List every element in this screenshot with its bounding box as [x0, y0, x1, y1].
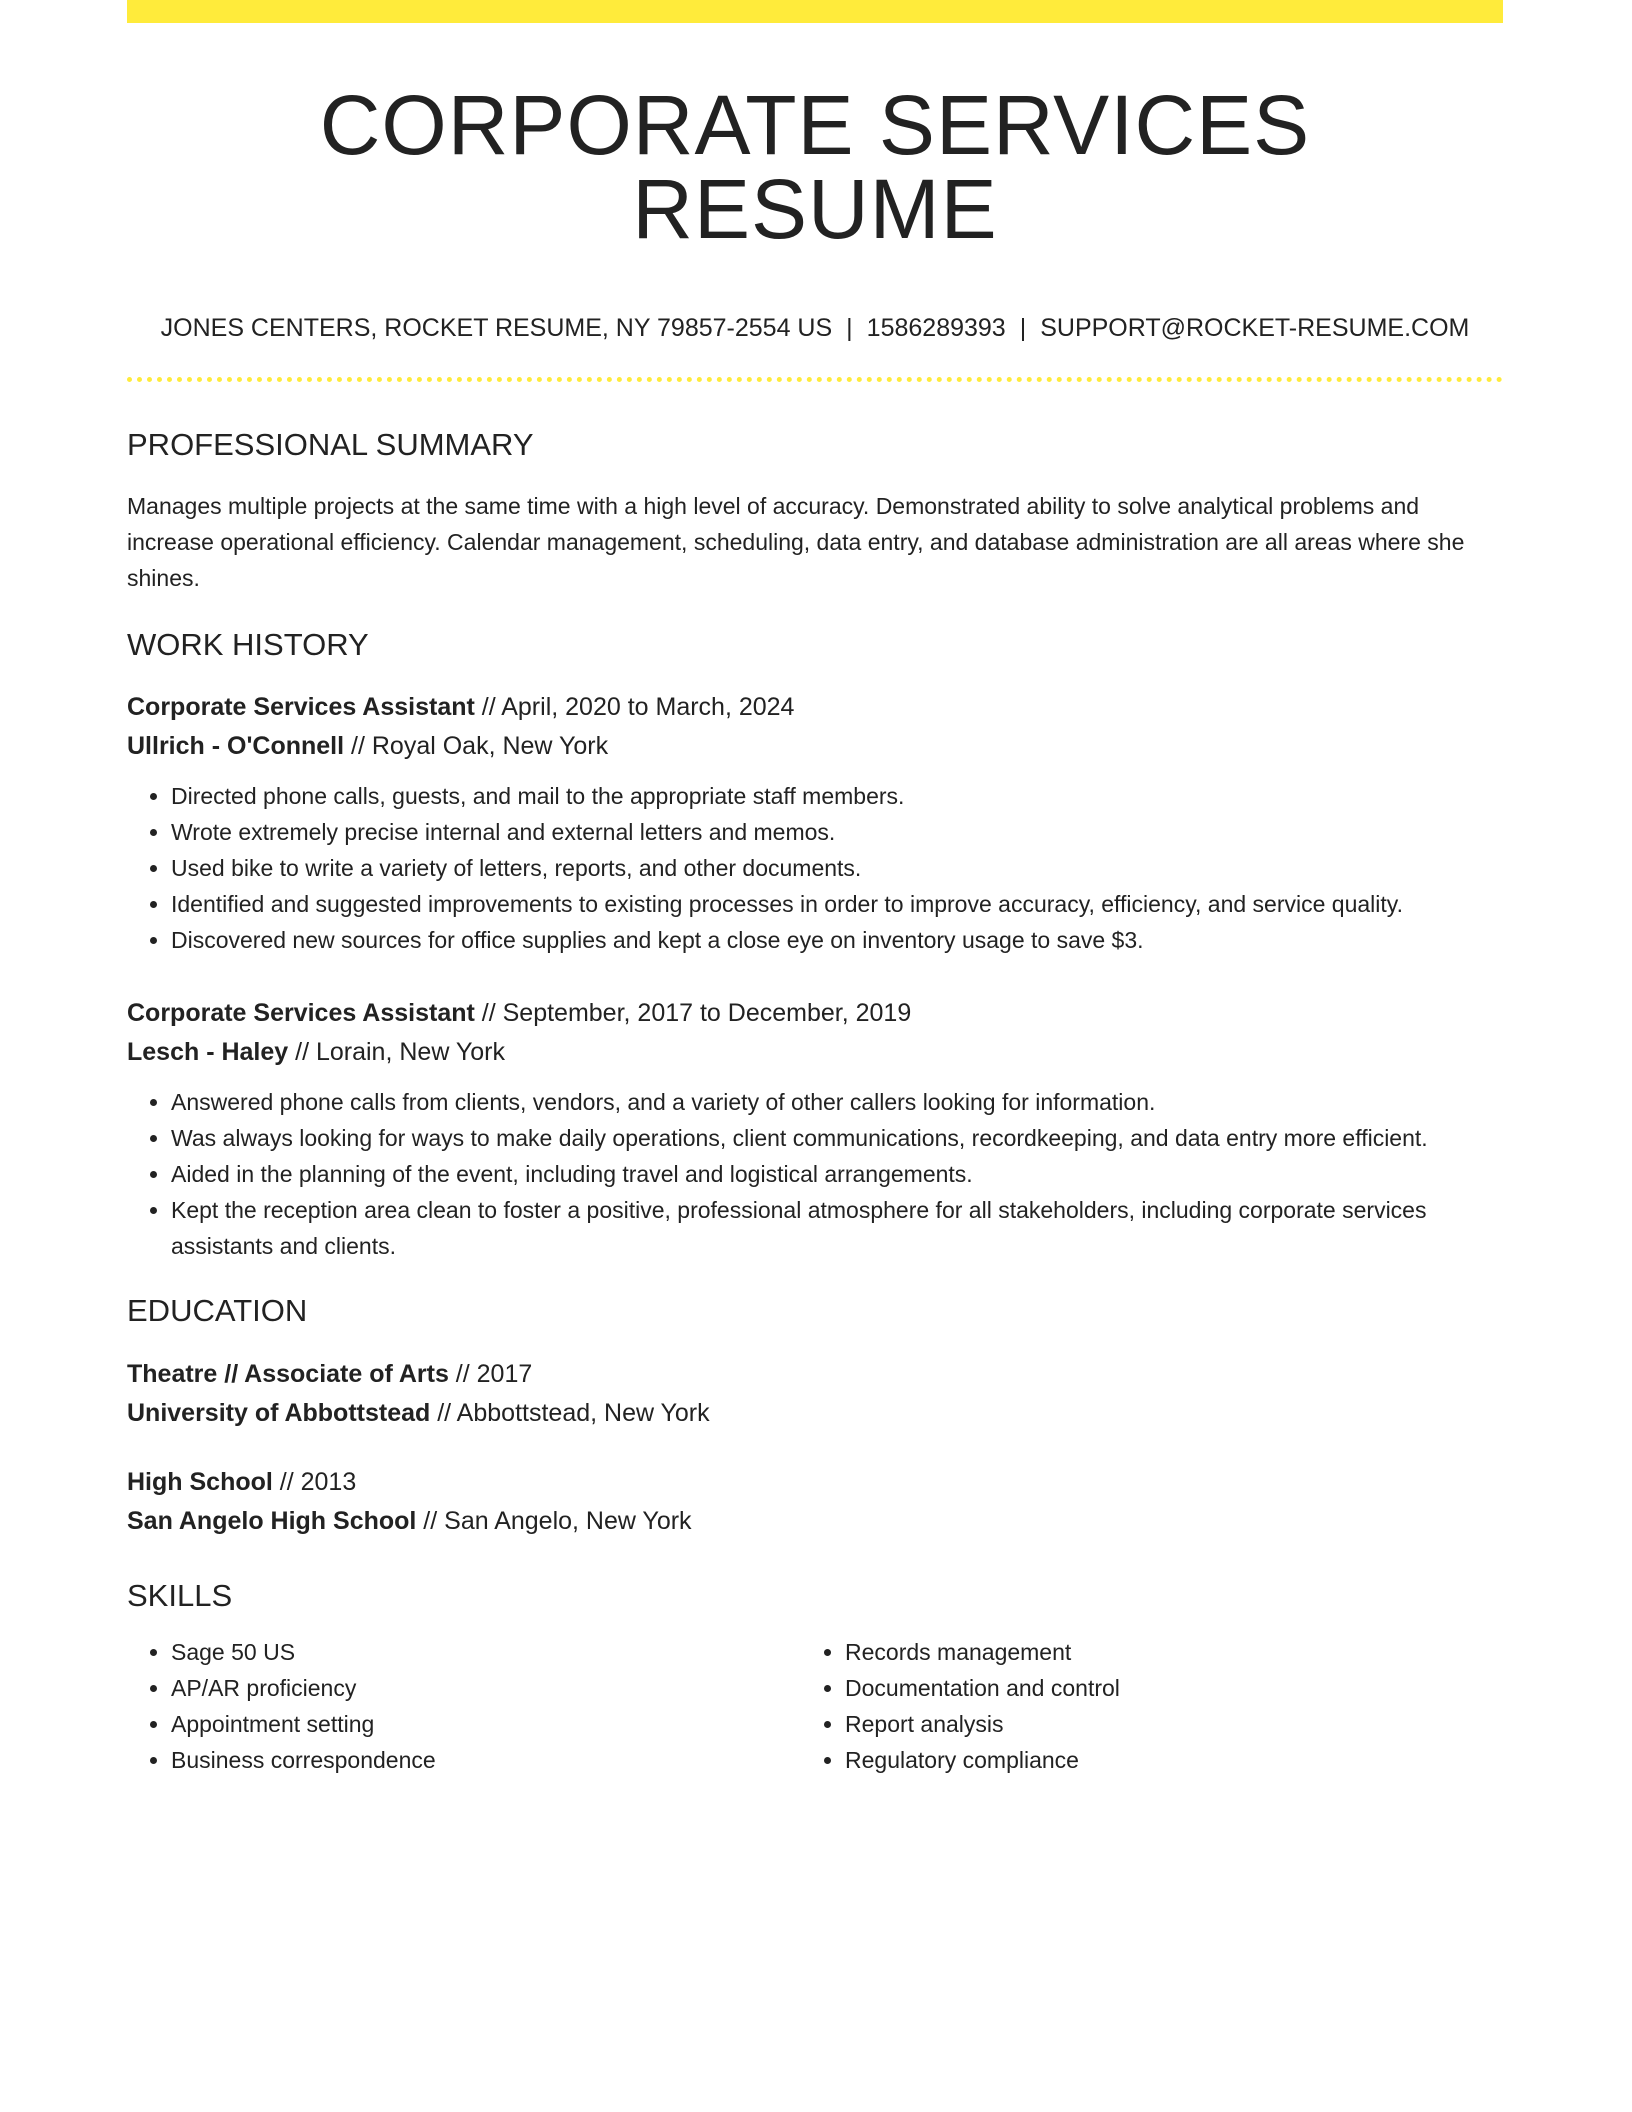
skill-item: • Appointment setting: [171, 1706, 801, 1742]
education-degree-line: [127, 1355, 1503, 1394]
education-school: San Angelo High School: [127, 1506, 417, 1535]
education-entry: [127, 1463, 1503, 1541]
skills-list-right: [801, 1634, 1485, 1778]
job-bullet: • Used bike to write a variety of letters, reports, and other documents.: [171, 850, 1503, 886]
contact-separator: |: [1019, 314, 1027, 342]
education-location: // Abbottstead, New York: [430, 1398, 710, 1427]
skills-list-left: [127, 1634, 801, 1778]
contact-phone: 1586289393: [866, 314, 1006, 342]
education-school: University of Abbottstead: [127, 1398, 431, 1427]
education-location: // San Angelo, New York: [416, 1506, 692, 1535]
skill-item: • Regulatory compliance: [845, 1742, 1485, 1778]
job-bullet: • Aided in the planning of the event, including travel and logistical arrangements.: [171, 1156, 1503, 1192]
summary-heading: PROFESSIONAL SUMMARY: [127, 427, 534, 462]
job-bullet: • Was always looking for ways to make daily operations, client communications, recordkeeping, and data entry more efficient.: [171, 1120, 1503, 1156]
summary-text: Manages multiple projects at the same time with a high level of accuracy. Demonstrated ability to solve analytical problems and increase operational efficiency. Calendar management, scheduling, data entry, and database administration are all areas where she shines.: [127, 493, 1465, 592]
job-bullet: • Identified and suggested improvements to existing processes in order to improve accuracy, efficiency, and service quality.: [171, 886, 1503, 922]
skills-heading: SKILLS: [127, 1577, 233, 1613]
resume-title: CORPORATE SERVICES RESUME: [319, 78, 1311, 256]
education-year: // 2013: [272, 1467, 357, 1496]
skill-item: • Documentation and control: [845, 1670, 1485, 1706]
education-school-line: [127, 1502, 1503, 1541]
contact-separator: |: [846, 314, 853, 342]
job-bullet: • Kept the reception area clean to foster a positive, professional atmosphere for all stakeholders, including corporate services assistants and clients.: [171, 1192, 1503, 1264]
skill-item: • AP/AR proficiency: [171, 1670, 801, 1706]
job-title-line: [127, 688, 1503, 727]
work-history-heading: WORK HISTORY: [127, 627, 369, 663]
job-bullet: • Discovered new sources for office supplies and kept a close eye on inventory usage to save $3.: [171, 922, 1503, 958]
resume-page: [127, 0, 1503, 1778]
job-location: // Lorain, New York: [288, 1038, 505, 1067]
job-company-line: [127, 1033, 1503, 1072]
job-bullet: • Wrote extremely precise internal and external letters and memos.: [171, 814, 1503, 850]
contact-line: [127, 313, 1503, 343]
contact-email: SUPPORT@ROCKET-RESUME.COM: [1040, 314, 1470, 342]
job-company: Lesch - Haley: [127, 1038, 289, 1067]
education-school-line: [127, 1394, 1503, 1433]
education-degree: High School: [127, 1467, 273, 1496]
education-year: // 2017: [448, 1359, 533, 1388]
education-heading: EDUCATION: [127, 1293, 308, 1329]
education-degree-line: [127, 1463, 1503, 1502]
job-dates: // April, 2020 to March, 2024: [474, 693, 795, 722]
job-dates: // September, 2017 to December, 2019: [474, 999, 912, 1028]
contact-address: JONES CENTERS, ROCKET RESUME, NY 79857-2554 US: [160, 314, 833, 342]
job-entry: [127, 688, 1503, 958]
top-accent-bar: [127, 0, 1503, 23]
skills-columns: [127, 1634, 1503, 1778]
job-role: Corporate Services Assistant: [127, 999, 475, 1028]
job-role: Corporate Services Assistant: [127, 693, 475, 722]
job-bullet: • Answered phone calls from clients, vendors, and a variety of other callers looking for information.: [171, 1084, 1503, 1120]
job-company-line: [127, 727, 1503, 766]
dotted-divider: [127, 377, 1503, 382]
skill-item: • Records management: [845, 1634, 1485, 1670]
job-location: // Royal Oak, New York: [344, 732, 609, 761]
skill-item: • Sage 50 US: [171, 1634, 801, 1670]
job-company: Ullrich - O'Connell: [127, 732, 345, 761]
skill-item: • Report analysis: [845, 1706, 1485, 1742]
job-title-line: [127, 994, 1503, 1033]
education-entry: [127, 1355, 1503, 1433]
job-bullets: [127, 1084, 1503, 1264]
job-bullets: [127, 778, 1503, 958]
job-bullet: • Directed phone calls, guests, and mail to the appropriate staff members.: [171, 778, 1503, 814]
education-degree: Theatre // Associate of Arts: [127, 1359, 449, 1388]
skill-item: • Business correspondence: [171, 1742, 801, 1778]
job-entry: [127, 994, 1503, 1264]
